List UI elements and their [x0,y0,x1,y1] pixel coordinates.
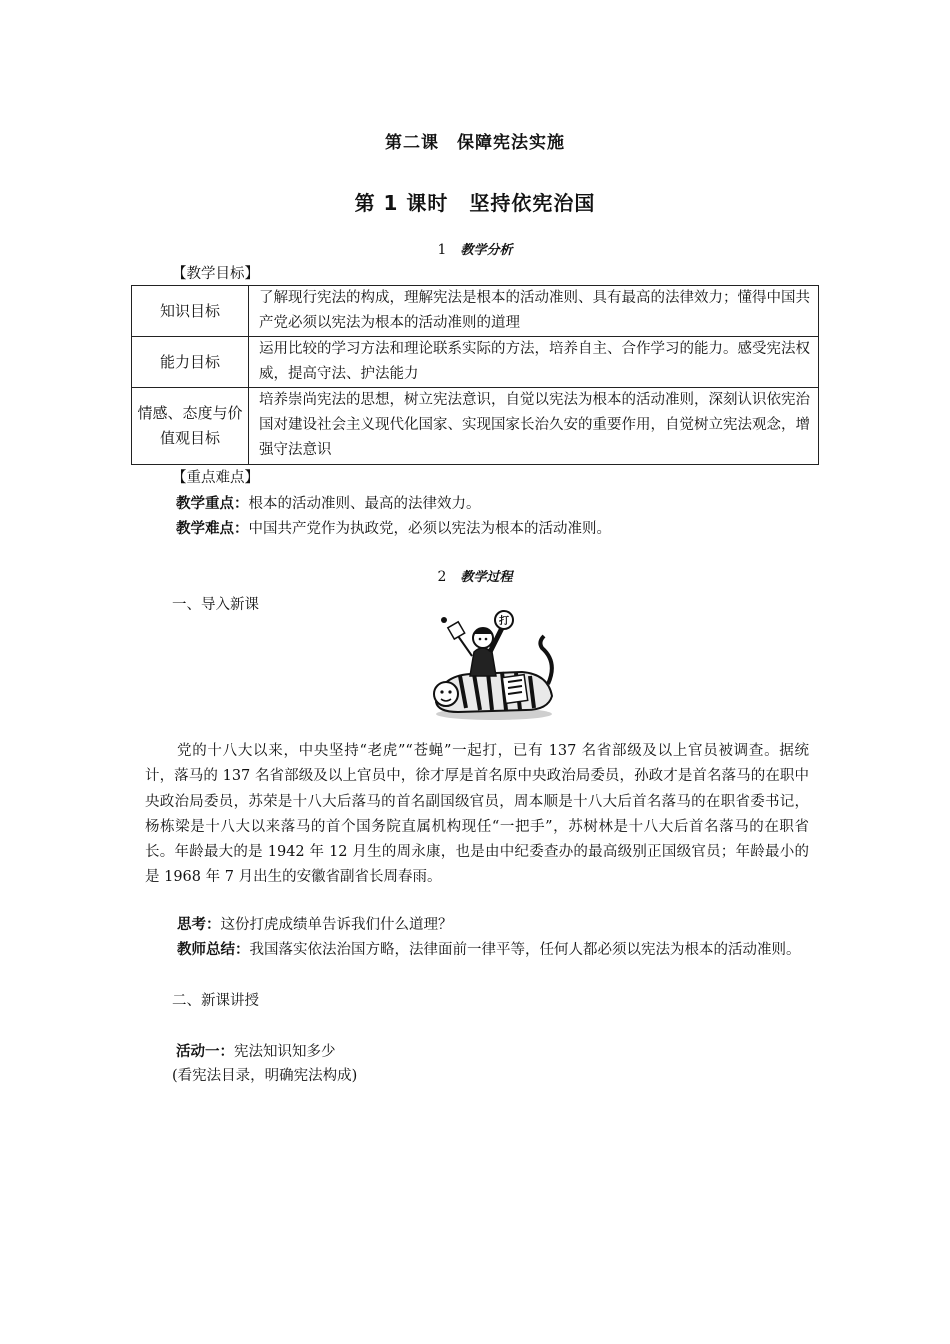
table-row [132,388,819,465]
anti-corruption-cartoon-icon [430,606,558,722]
summary-text: 我国落实依法治国方略，法律面前一律平等，任何人都必须以宪法为根本的活动准则。 [249,942,801,958]
key-point-text: 根本的活动准则、最高的法律效力。 [248,496,481,512]
goals-table [131,285,819,465]
new-lesson-heading: 二、新课讲授 [172,993,259,1009]
think-question [145,913,809,938]
key-difficulty-label: 【重点难点】 [172,470,259,486]
activity-note: (看宪法目录，明确宪法构成) [172,1068,358,1084]
table-row [132,286,819,337]
section-number: 1 [437,242,447,258]
goals-label: 【教学目标】 [172,266,259,282]
summary-label: 教师总结： [177,942,250,958]
goal-text: 运用比较的学习方法和理论联系实际的方法，培养自主、合作学习的能力。感受宪法权威，提高守法、护法能力 [249,337,819,388]
think-text: 这份打虎成绩单告诉我们什么道理？ [220,917,453,933]
think-label: 思考： [177,917,221,933]
goal-label: 知识目标 [132,286,249,337]
section-title: 教学分析 [460,243,513,258]
difficulty-label: 教学难点： [176,521,249,537]
activity-label: 活动一： [176,1044,234,1060]
section-number: 2 [437,569,447,585]
section-title: 教学过程 [460,570,513,585]
intro-heading: 一、导入新课 [172,597,259,613]
difficulty-text: 中国共产党作为执政党，必须以宪法为根本的活动准则。 [248,521,611,537]
period-title: 第 1 课时 坚持依宪治国 [354,191,596,215]
goal-text: 培养崇尚宪法的思想，树立宪法意识，自觉以宪法为根本的活动准则，深刻认识依宪治国对建设社会主义现代化国家、实现国家长治久安的重要作用，自觉树立宪法观念，增强守法意识 [249,388,819,465]
activity-one [176,1040,336,1061]
story-paragraph: 党的十八大以来，中央坚持“老虎”“苍蝇”一起打，已有 137 名省部级及以上官员被调查。据统计，落马的 137 名省部级及以上官员中，徐才厚是首名原中央政治局委员，孙政才是首名落马的在职中央政治局委员，苏荣是十八大后落马的首名副国级官员，周本顺是十八大后首名落马的在职省委书记，杨栋梁是十八大以来落马的首个国务院直属机构现任“一把手”，苏树林是十八大后首名落马的在职省长。年龄最大的是 1942 年 12 月生的周永康，也是由中纪委查办的最高级别正国级官员；年龄最小的是 1968 年 7 月出生的安徽省副省长周春雨。 [145,743,809,886]
lesson-title: 第二课 保障宪法实施 [385,133,565,153]
activity-text: 宪法知识知多少 [234,1044,336,1060]
teacher-summary [145,938,809,963]
goal-label: 能力目标 [132,337,249,388]
table-row [132,337,819,388]
fist-text: 打 [499,616,509,627]
section-heading-process [0,566,950,585]
goal-text: 了解现行宪法的构成，理解宪法是根本的活动准则、具有最高的法律效力；懂得中国共产党必须以宪法为根本的活动准则的道理 [249,286,819,337]
key-point-label: 教学重点： [176,496,249,512]
goal-label: 情感、态度与价值观目标 [132,388,249,465]
section-heading-analysis [0,239,950,258]
key-point [176,492,481,513]
difficulty-point [176,517,611,538]
